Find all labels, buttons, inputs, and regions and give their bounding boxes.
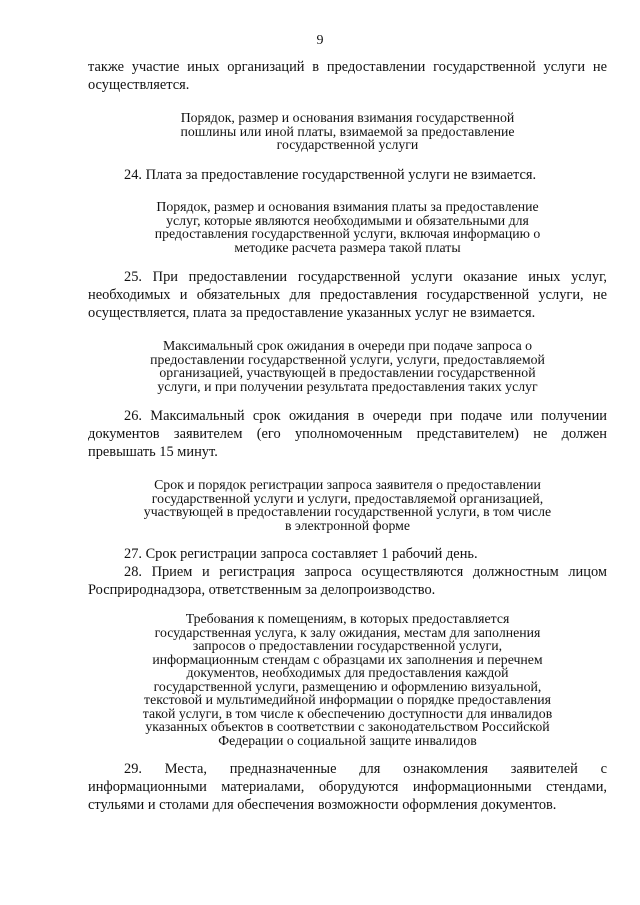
paragraph-25 — [88, 268, 607, 322]
heading-line: Максимальный срок ожидания в очереди при подаче запроса о — [162, 338, 533, 353]
paragraph-intro — [88, 58, 607, 94]
paragraph-line: 28. Прием и регистрация запроса осуществляются должностным лицом — [124, 564, 607, 580]
heading-line: пошлины или иной платы, взимаемой за предоставление — [180, 123, 515, 139]
heading-line: Требования к помещениям, в которых предоставляется — [185, 611, 510, 626]
paragraph-line: стульями и столами для обеспечения возможности оформления документов. — [88, 797, 557, 813]
paragraph-line: 27. Срок регистрации запроса составляет 1 рабочий день. — [124, 546, 478, 562]
paragraph-line: информационными материалами, оборудуются информационными стендами, — [88, 779, 607, 795]
heading-line: услуг, которые являются необходимыми и обязательными для — [166, 212, 529, 228]
heading-line: информационным стендам с образцами их заполнения и перечнем — [152, 651, 543, 667]
section-heading-waiting-time — [88, 339, 607, 393]
heading-line: Федерации о социальной защите инвалидов — [218, 732, 477, 748]
paragraph-line: 24. Плата за предоставление государственной услуги не взимается. — [124, 167, 537, 183]
heading-line: текстовой и мультимедийной информации о порядке предоставления — [144, 692, 551, 707]
paragraph-line: необходимых и обязательных для предоставления государственной услуги, не — [88, 287, 607, 303]
heading-line: участвующей в предоставлении государственной услуги, в том числе — [143, 504, 552, 519]
heading-line: документов, необходимых для предоставления каждой — [186, 665, 509, 680]
section-heading-premises-requirements — [88, 612, 607, 747]
heading-line: Порядок, размер и основания взимания платы за предоставление — [156, 199, 539, 214]
paragraph-29 — [88, 760, 607, 814]
paragraph-24 — [88, 166, 607, 184]
paragraph-line: превышать 15 минут. — [88, 444, 218, 460]
heading-line: Срок и порядок регистрации запроса заявителя о предоставлении — [154, 477, 541, 492]
page-number: 9 — [316, 33, 324, 48]
heading-line: предоставлении государственной услуги, услуги, предоставляемой — [150, 351, 545, 367]
heading-line: методике расчета размера такой платы — [234, 239, 461, 255]
heading-line: организацией, участвующей в предоставлении государственной — [159, 365, 536, 380]
paragraph-line: 26. Максимальный срок ожидания в очереди при подаче или получении — [124, 408, 607, 424]
paragraph-line: 25. При предоставлении государственной услуги оказание иных услуг, — [124, 269, 607, 285]
section-heading-state-fee — [88, 111, 607, 152]
heading-line: государственная услуга, к залу ожидания, местам для заполнения — [154, 624, 541, 640]
heading-line: услуги, и при получении результата предоставления таких услуг — [157, 378, 538, 394]
paragraph-line: осуществляется. — [88, 77, 190, 93]
paragraph-26 — [88, 407, 607, 461]
heading-line: государственной услуги — [276, 137, 419, 152]
heading-line: Порядок, размер и основания взимания государственной — [180, 110, 515, 125]
heading-line: государственной услуги, размещению и оформлению визуальной, — [153, 678, 542, 694]
section-heading-fee-for-services — [88, 200, 607, 254]
paragraph-line: Росприроднадзора, ответственным за делопроизводство. — [88, 582, 436, 598]
section-heading-registration — [88, 478, 607, 532]
paragraph-28 — [88, 563, 607, 599]
heading-line: государственной услуги и услуги, предоставляемой организацией, — [151, 490, 544, 506]
heading-line: запросов о предоставлении государственной услуги, — [192, 638, 503, 653]
heading-line: в электронной форме — [284, 517, 411, 533]
heading-line: указанных объектов в соответствии с законодательством Российской — [145, 719, 550, 734]
paragraph-27 — [88, 545, 607, 563]
heading-line: такой услуги, в том числе к обеспечению доступности для инвалидов — [142, 705, 553, 721]
paragraph-line: документов заявителем (его уполномоченным представителем) не должен — [88, 426, 607, 442]
paragraph-line: 29. Места, предназначенные для ознакомления заявителей с — [124, 761, 607, 777]
paragraph-line: осуществляется, плата за предоставление указанных услуг не взимается. — [88, 305, 536, 321]
paragraph-line: также участие иных организаций в предоставлении государственной услуги не — [88, 59, 607, 75]
heading-line: предоставления государственной услуги, включая информацию о — [154, 226, 541, 241]
